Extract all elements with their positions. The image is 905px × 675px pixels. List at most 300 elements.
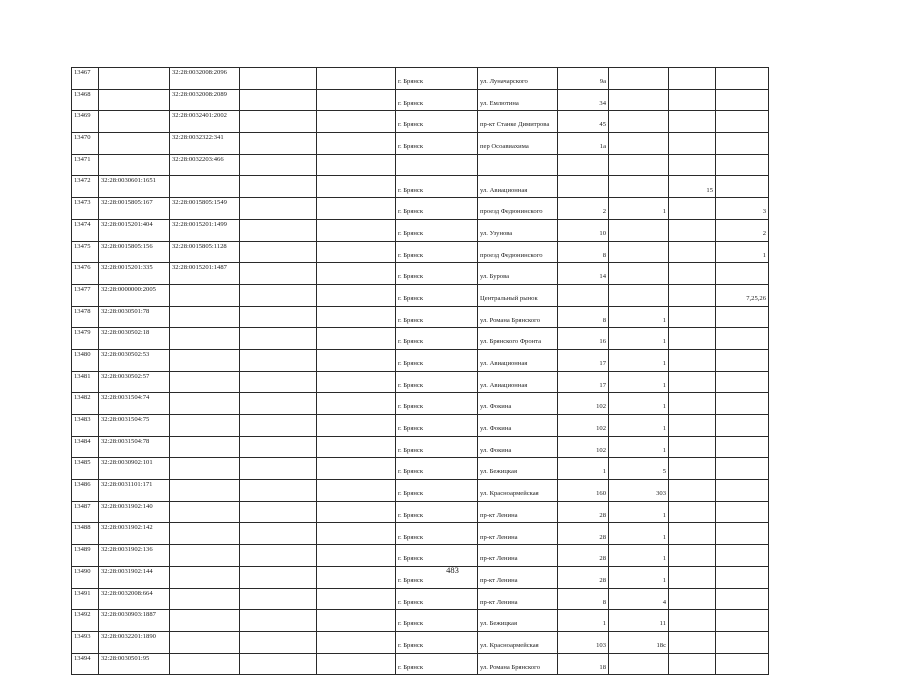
city-cell: г. Брянск [396,588,478,610]
building-cell: 1 [609,393,669,415]
table-row [72,436,769,458]
extra-number-cell [669,349,716,371]
record-number: 13488 [72,523,99,545]
premises-number-cell [716,263,769,285]
street-cell: пр-кт Ленина [478,523,558,545]
empty-cell [240,219,317,241]
record-number: 13474 [72,219,99,241]
table-row [72,111,769,133]
empty-cell [240,349,317,371]
street-cell: пер Осоавиахима [478,133,558,155]
extra-number-cell [669,241,716,263]
extra-number-cell [669,415,716,437]
street-cell: пр-кт Ленина [478,501,558,523]
house-number-cell: 28 [558,545,609,567]
premises-number-cell [716,393,769,415]
house-number-cell: 8 [558,588,609,610]
record-number: 13472 [72,176,99,198]
cadastral-number: 32:28:0030902:101 [99,458,170,480]
table-row [72,284,769,306]
empty-cell [240,610,317,632]
house-number-cell: 45 [558,111,609,133]
city-cell: г. Брянск [396,241,478,263]
building-cell: 1 [609,349,669,371]
street-cell: ул. Фокина [478,436,558,458]
cadastral-number: 32:28:0030501:78 [99,306,170,328]
record-number: 13490 [72,566,99,588]
empty-cell [240,653,317,675]
extra-number-cell [669,328,716,350]
building-cell: 1 [609,545,669,567]
premises-number-cell [716,154,769,176]
object-cadastral-number [170,176,240,198]
extra-number-cell [669,480,716,502]
premises-number-cell [716,306,769,328]
building-cell [609,154,669,176]
extra-number-cell [669,393,716,415]
empty-cell [317,480,396,502]
house-number-cell: 34 [558,89,609,111]
house-number-cell [558,154,609,176]
house-number-cell: 28 [558,501,609,523]
street-cell: пр-кт Станке Димитрова [478,111,558,133]
object-cadastral-number [170,371,240,393]
empty-cell [240,501,317,523]
extra-number-cell: 15 [669,176,716,198]
record-number: 13467 [72,68,99,90]
extra-number-cell [669,436,716,458]
city-cell: г. Брянск [396,198,478,220]
table-row [72,523,769,545]
cadastral-number: 32:28:0031902:142 [99,523,170,545]
record-number: 13479 [72,328,99,350]
empty-cell [317,154,396,176]
record-number: 13468 [72,89,99,111]
premises-number-cell [716,588,769,610]
street-cell: ул. Фокина [478,415,558,437]
extra-number-cell [669,133,716,155]
empty-cell [240,154,317,176]
building-cell [609,89,669,111]
cadastral-number: 32:28:0031101:171 [99,480,170,502]
record-number: 13469 [72,111,99,133]
street-cell: ул. Емлютина [478,89,558,111]
object-cadastral-number [170,393,240,415]
street-cell: пр-кт Ленина [478,545,558,567]
extra-number-cell [669,111,716,133]
building-cell [609,176,669,198]
table-row [72,371,769,393]
cadastral-number: 32:28:0031902:144 [99,566,170,588]
object-cadastral-number: 32:28:0015201:1499 [170,219,240,241]
city-cell: г. Брянск [396,219,478,241]
city-cell: г. Брянск [396,458,478,480]
empty-cell [317,111,396,133]
premises-number-cell: 1 [716,241,769,263]
table-row [72,653,769,675]
empty-cell [317,219,396,241]
house-number-cell: 28 [558,566,609,588]
empty-cell [317,631,396,653]
empty-cell [240,68,317,90]
empty-cell [317,176,396,198]
building-cell [609,284,669,306]
record-number: 13477 [72,284,99,306]
table-row [72,68,769,90]
empty-cell [240,111,317,133]
empty-cell [317,436,396,458]
building-cell [609,263,669,285]
empty-cell [240,133,317,155]
city-cell: г. Брянск [396,349,478,371]
city-cell: г. Брянск [396,284,478,306]
street-cell [478,154,558,176]
building-cell: 1 [609,198,669,220]
house-number-cell [558,284,609,306]
empty-cell [240,545,317,567]
extra-number-cell [669,263,716,285]
record-number: 13481 [72,371,99,393]
object-cadastral-number [170,458,240,480]
house-number-cell [558,176,609,198]
cadastral-number: 32:28:0032201:1890 [99,631,170,653]
empty-cell [317,328,396,350]
table-row [72,588,769,610]
extra-number-cell [669,68,716,90]
premises-number-cell [716,458,769,480]
table-row [72,241,769,263]
table-body [72,68,769,675]
table-row [72,219,769,241]
cadastral-number: 32:28:0030502:53 [99,349,170,371]
empty-cell [240,371,317,393]
empty-cell [317,523,396,545]
city-cell: г. Брянск [396,653,478,675]
street-cell: ул. Красноармейская [478,480,558,502]
object-cadastral-number [170,480,240,502]
empty-cell [317,393,396,415]
street-cell: ул. Бежицкая [478,458,558,480]
premises-number-cell [716,176,769,198]
extra-number-cell [669,631,716,653]
empty-cell [317,458,396,480]
empty-cell [240,328,317,350]
record-number: 13475 [72,241,99,263]
record-number: 13478 [72,306,99,328]
table-row [72,545,769,567]
street-cell: ул. Узунова [478,219,558,241]
cadastral-number: 32:28:0015201:404 [99,219,170,241]
cadastral-number: 32:28:0030903:1887 [99,610,170,632]
building-cell [609,111,669,133]
city-cell: г. Брянск [396,631,478,653]
object-cadastral-number: 32:28:0015805:1128 [170,241,240,263]
house-number-cell: 16 [558,328,609,350]
empty-cell [317,588,396,610]
cadastral-number [99,133,170,155]
extra-number-cell [669,588,716,610]
cadastral-number: 32:28:0030502:57 [99,371,170,393]
building-cell: 1 [609,501,669,523]
house-number-cell: 102 [558,415,609,437]
building-cell [609,68,669,90]
building-cell [609,133,669,155]
house-number-cell: 1 [558,610,609,632]
building-cell: 18с [609,631,669,653]
building-cell: 11 [609,610,669,632]
building-cell [609,241,669,263]
extra-number-cell [669,610,716,632]
premises-number-cell [716,68,769,90]
object-cadastral-number: 32:28:0032008:2089 [170,89,240,111]
city-cell: г. Брянск [396,523,478,545]
table-row [72,501,769,523]
cadastral-number: 32:28:0015201:335 [99,263,170,285]
premises-number-cell [716,501,769,523]
property-register-table [71,67,769,675]
object-cadastral-number [170,523,240,545]
table-row [72,133,769,155]
street-cell: ул. Бурова [478,263,558,285]
street-cell: ул. Романа Брянского [478,653,558,675]
empty-cell [317,653,396,675]
record-number: 13494 [72,653,99,675]
empty-cell [240,284,317,306]
street-cell: пр-кт Ленина [478,566,558,588]
street-cell: ул. Бежицкая [478,610,558,632]
house-number-cell: 1а [558,133,609,155]
house-number-cell: 1 [558,458,609,480]
house-number-cell: 8 [558,306,609,328]
house-number-cell: 102 [558,393,609,415]
building-cell: 1 [609,415,669,437]
object-cadastral-number [170,610,240,632]
record-number: 13491 [72,588,99,610]
city-cell: г. Брянск [396,263,478,285]
house-number-cell: 18 [558,653,609,675]
city-cell: г. Брянск [396,501,478,523]
empty-cell [317,284,396,306]
record-number: 13487 [72,501,99,523]
city-cell: г. Брянск [396,393,478,415]
extra-number-cell [669,219,716,241]
table-row [72,306,769,328]
empty-cell [240,393,317,415]
cadastral-number: 32:28:0031504:74 [99,393,170,415]
empty-cell [317,610,396,632]
house-number-cell: 17 [558,371,609,393]
city-cell: г. Брянск [396,545,478,567]
table-row [72,328,769,350]
street-cell: ул. Авиационная [478,371,558,393]
house-number-cell: 28 [558,523,609,545]
house-number-cell: 10 [558,219,609,241]
premises-number-cell [716,610,769,632]
object-cadastral-number [170,436,240,458]
empty-cell [240,306,317,328]
extra-number-cell [669,154,716,176]
table-row [72,154,769,176]
table-row [72,89,769,111]
empty-cell [317,133,396,155]
empty-cell [240,198,317,220]
city-cell: г. Брянск [396,436,478,458]
premises-number-cell [716,328,769,350]
premises-number-cell: 7,25,26 [716,284,769,306]
empty-cell [240,523,317,545]
extra-number-cell [669,89,716,111]
cadastral-number: 32:28:0031504:78 [99,436,170,458]
cadastral-number: 32:28:0032008:664 [99,588,170,610]
table-row [72,480,769,502]
building-cell: 5 [609,458,669,480]
street-cell: Центральный рынок [478,284,558,306]
cadastral-number: 32:28:0030501:95 [99,653,170,675]
record-number: 13492 [72,610,99,632]
cadastral-number [99,154,170,176]
empty-cell [240,415,317,437]
record-number: 13493 [72,631,99,653]
city-cell [396,154,478,176]
premises-number-cell [716,111,769,133]
premises-number-cell: 3 [716,198,769,220]
extra-number-cell [669,653,716,675]
object-cadastral-number: 32:28:0032401:2002 [170,111,240,133]
building-cell: 1 [609,436,669,458]
object-cadastral-number [170,545,240,567]
record-number: 13485 [72,458,99,480]
empty-cell [317,545,396,567]
city-cell: г. Брянск [396,328,478,350]
street-cell: пр-кт Ленина [478,588,558,610]
house-number-cell: 9а [558,68,609,90]
table-row [72,198,769,220]
empty-cell [317,89,396,111]
premises-number-cell [716,480,769,502]
extra-number-cell [669,458,716,480]
table-row [72,458,769,480]
building-cell: 1 [609,566,669,588]
city-cell: г. Брянск [396,89,478,111]
empty-cell [317,263,396,285]
empty-cell [317,501,396,523]
record-number: 13480 [72,349,99,371]
empty-cell [317,349,396,371]
building-cell: 4 [609,588,669,610]
premises-number-cell [716,523,769,545]
object-cadastral-number: 32:28:0032322:341 [170,133,240,155]
street-cell: ул. Авиационная [478,349,558,371]
building-cell [609,653,669,675]
city-cell: г. Брянск [396,610,478,632]
building-cell [609,219,669,241]
table-row [72,631,769,653]
object-cadastral-number: 32:28:0015805:1549 [170,198,240,220]
street-cell: ул. Авиационная [478,176,558,198]
building-cell: 303 [609,480,669,502]
object-cadastral-number: 32:28:0032203:466 [170,154,240,176]
cadastral-number: 32:28:0015805:156 [99,241,170,263]
city-cell: г. Брянск [396,415,478,437]
object-cadastral-number [170,415,240,437]
street-cell: ул. Луначарского [478,68,558,90]
extra-number-cell [669,501,716,523]
extra-number-cell [669,306,716,328]
street-cell: ул. Фокина [478,393,558,415]
record-number: 13483 [72,415,99,437]
building-cell: 1 [609,523,669,545]
cadastral-number: 32:28:0031902:136 [99,545,170,567]
house-number-cell: 103 [558,631,609,653]
record-number: 13476 [72,263,99,285]
premises-number-cell [716,349,769,371]
premises-number-cell [716,653,769,675]
city-cell: г. Брянск [396,68,478,90]
house-number-cell: 102 [558,436,609,458]
empty-cell [317,241,396,263]
premises-number-cell [716,371,769,393]
city-cell: г. Брянск [396,111,478,133]
cadastral-number [99,111,170,133]
city-cell: г. Брянск [396,133,478,155]
premises-number-cell [716,436,769,458]
extra-number-cell [669,198,716,220]
premises-number-cell [716,415,769,437]
cadastral-number: 32:28:0000000:2005 [99,284,170,306]
street-cell: ул. Красноармейская [478,631,558,653]
object-cadastral-number [170,284,240,306]
cadastral-number [99,89,170,111]
extra-number-cell [669,371,716,393]
empty-cell [317,415,396,437]
object-cadastral-number [170,328,240,350]
empty-cell [240,480,317,502]
empty-cell [240,263,317,285]
table-row [72,176,769,198]
city-cell: г. Брянск [396,306,478,328]
building-cell: 1 [609,328,669,350]
premises-number-cell [716,89,769,111]
street-cell: ул. Романа Брянского [478,306,558,328]
cadastral-number [99,68,170,90]
record-number: 13482 [72,393,99,415]
empty-cell [240,241,317,263]
empty-cell [317,198,396,220]
table-row [72,393,769,415]
table-row [72,415,769,437]
table-row [72,349,769,371]
record-number: 13484 [72,436,99,458]
house-number-cell: 17 [558,349,609,371]
table-row [72,263,769,285]
premises-number-cell [716,133,769,155]
empty-cell [240,436,317,458]
extra-number-cell [669,523,716,545]
object-cadastral-number [170,653,240,675]
object-cadastral-number [170,588,240,610]
object-cadastral-number [170,501,240,523]
record-number: 13470 [72,133,99,155]
house-number-cell: 2 [558,198,609,220]
premises-number-cell: 2 [716,219,769,241]
street-cell: ул. Брянского Фронта [478,328,558,350]
building-cell: 1 [609,306,669,328]
record-number: 13471 [72,154,99,176]
house-number-cell: 14 [558,263,609,285]
empty-cell [240,631,317,653]
cadastral-number: 32:28:0030502:18 [99,328,170,350]
empty-cell [240,588,317,610]
